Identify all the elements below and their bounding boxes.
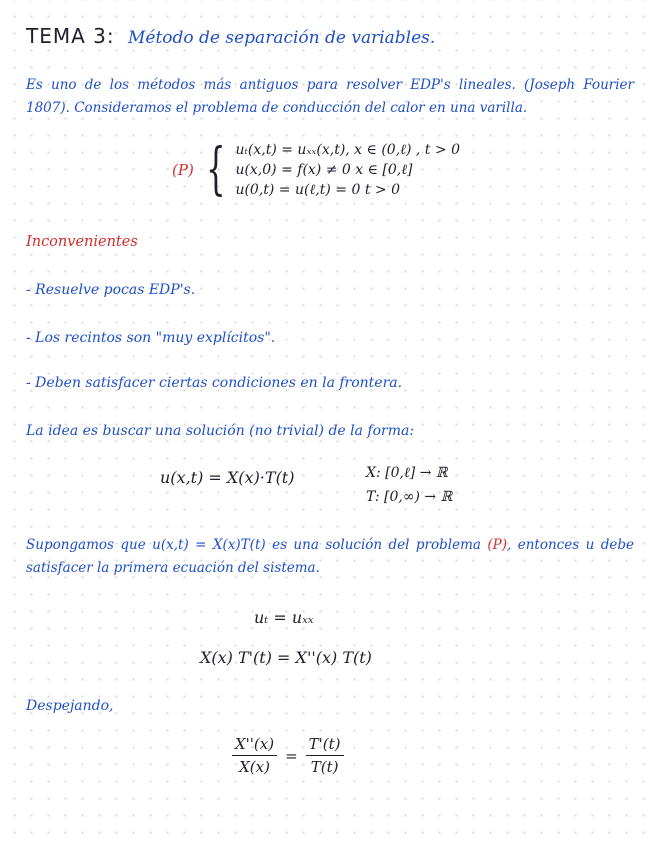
intro-paragraph: Es uno de los métodos más antiguos para resolver EDP's lineales. (Joseph Fourier 1807). Consideramos el problema de conducción del calor en una varilla. (26, 77, 634, 116)
heat-equation: uₜ = uₓₓ (254, 608, 314, 627)
equals-sign: = (285, 746, 298, 765)
map-x: X: [0,ℓ] → ℝ (366, 465, 448, 481)
rhs-fraction (306, 735, 344, 776)
suppose-paragraph (26, 534, 634, 580)
system-eq-2: u(x,0) = f(x) ≠ 0 x ∈ [0,ℓ] (235, 162, 413, 178)
despejando-heading: Despejando, (26, 698, 114, 714)
drawback-item-3: - Deben satisfacer ciertas condiciones en la frontera. (26, 375, 403, 391)
tema-label: TEMA 3: (26, 24, 115, 48)
lhs-numerator: X''(x) (232, 735, 277, 756)
suppose-text-before: Supongamos que u(x,t) = X(x)T(t) es una solución del problema (26, 537, 488, 553)
drawbacks-heading: Inconvenientes (26, 234, 138, 250)
problem-system (172, 137, 460, 202)
separated-form: u(x,t) = X(x)·T(t) (160, 468, 295, 487)
page-title (26, 24, 435, 48)
problem-label: (P) (172, 161, 194, 179)
suppose-problem-label: (P) (487, 537, 508, 553)
lhs-fraction (232, 735, 277, 776)
suppose-text-after: , entonces u debe satisfacer la primera ecuación del sistema. (26, 537, 634, 576)
system-lines (235, 140, 460, 200)
idea-paragraph: La idea es buscar una solución (no trivial) de la forma: (26, 423, 415, 439)
system-eq-3: u(0,t) = u(ℓ,t) = 0 t > 0 (235, 182, 400, 198)
function-domains (366, 461, 452, 509)
drawback-item-2: - Los recintos son "muy explícitos". (26, 330, 276, 346)
system-eq-1: uₜ(x,t) = uₓₓ(x,t), x ∈ (0,ℓ) , t > 0 (235, 142, 460, 158)
drawback-item-1: - Resuelve pocas EDP's. (26, 282, 196, 298)
map-t: T: [0,∞) → ℝ (366, 489, 453, 505)
separation-equation (232, 735, 344, 776)
rhs-numerator: T'(t) (306, 735, 344, 756)
rhs-denominator: T(t) (310, 758, 339, 776)
tema-subtitle: Método de separación de variables. (127, 28, 436, 48)
substituted-equation: X(x) T'(t) = X''(x) T(t) (200, 648, 372, 667)
lhs-denominator: X(x) (239, 758, 270, 776)
left-brace: { (205, 137, 226, 202)
